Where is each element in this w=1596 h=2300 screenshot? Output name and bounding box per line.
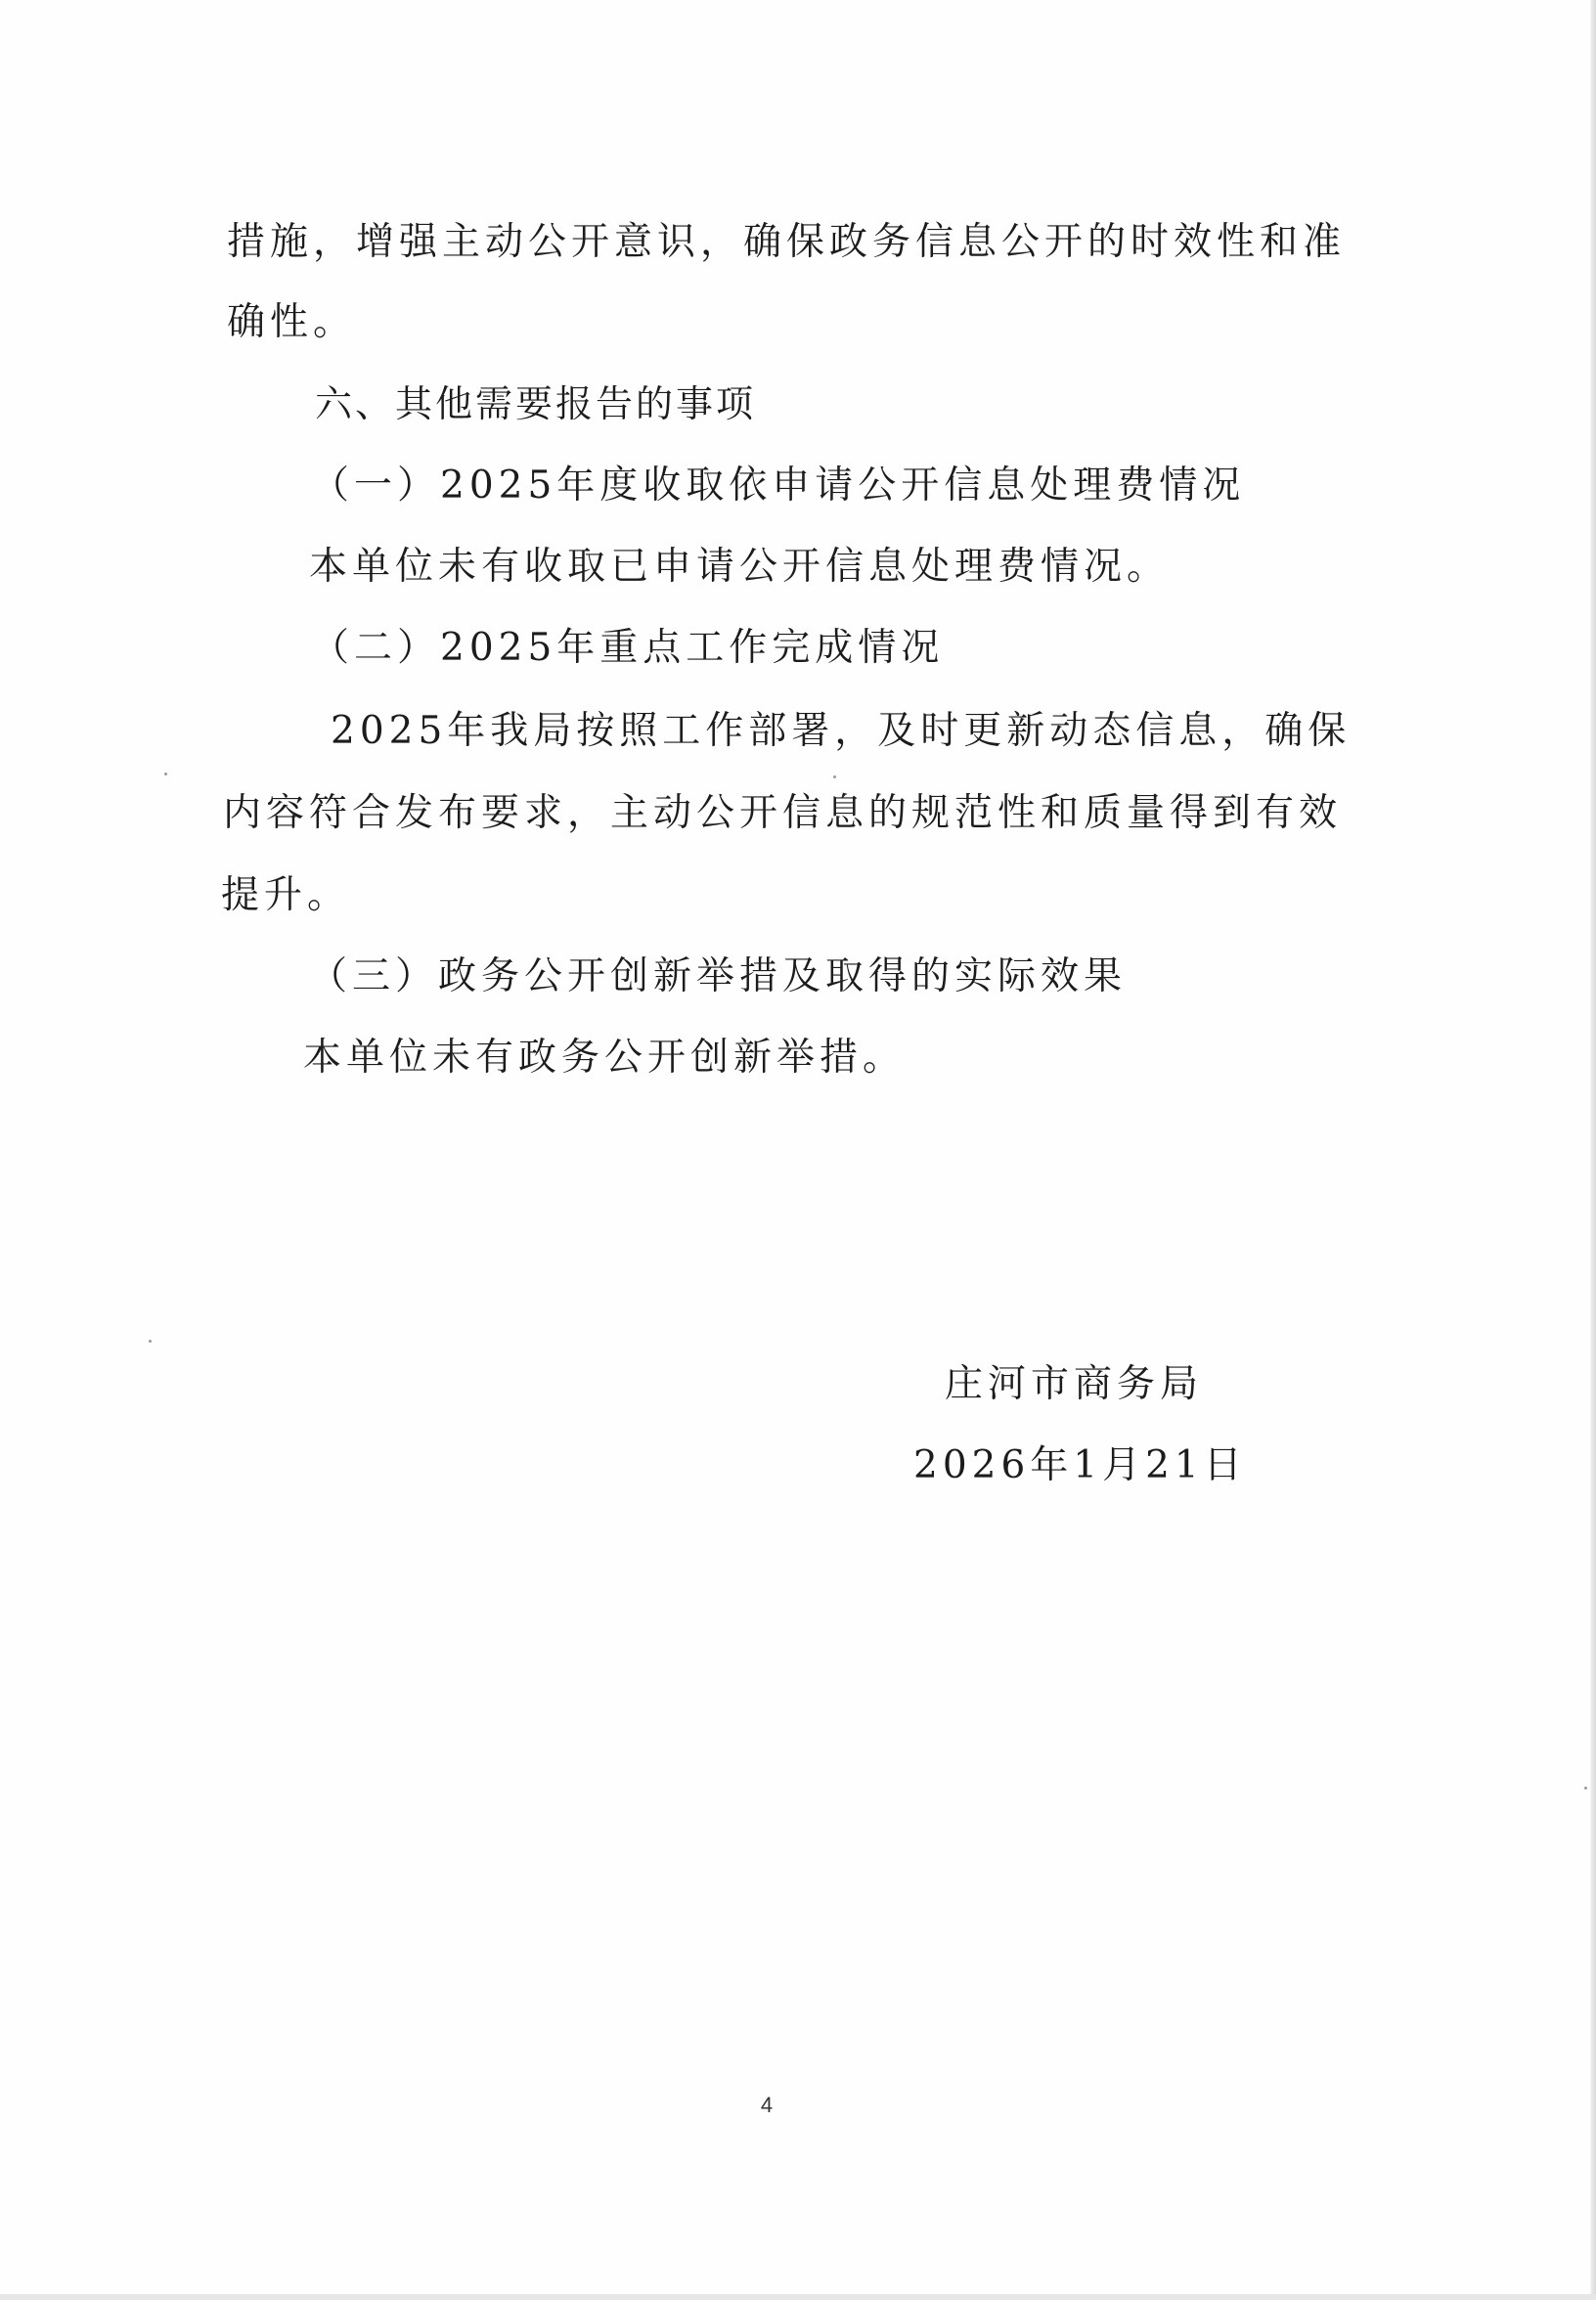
- page-number: 4: [760, 2093, 774, 2117]
- scan-speck: [1584, 1787, 1587, 1790]
- body-text-line-2: 确性。: [227, 300, 357, 344]
- signature-organization: 庄河市商务局: [945, 1362, 1204, 1406]
- section-heading: 六、其他需要报告的事项: [315, 382, 757, 425]
- signature-date: 2026年1月21日: [913, 1443, 1247, 1487]
- body-text-line-6: 提升。: [221, 873, 351, 917]
- body-text-line-1: 措施，增强主动公开意识，确保政务信息公开的时效性和准: [227, 220, 1347, 264]
- scan-edge-bottom: [0, 2294, 1596, 2300]
- body-text-line-4: 2025年我局按照工作部署，及时更新动态信息，确保: [331, 709, 1352, 753]
- subsection-heading-3: （三）政务公开创新举措及取得的实际效果: [309, 954, 1128, 998]
- scan-speck: [833, 775, 836, 778]
- body-text-line-5: 内容符合发布要求，主动公开信息的规范性和质量得到有效: [223, 791, 1343, 835]
- scan-speck: [164, 773, 167, 775]
- body-text-line-3: 本单位未有收取已申请公开信息处理费情况。: [309, 545, 1171, 589]
- subsection-heading-2: （二）2025年重点工作完成情况: [311, 626, 945, 670]
- scan-speck: [149, 1340, 152, 1343]
- scan-edge-right: [1590, 0, 1596, 2300]
- body-text-line-7: 本单位未有政务公开创新举措。: [303, 1036, 907, 1080]
- subsection-heading-1: （一）2025年度收取依申请公开信息处理费情况: [311, 464, 1246, 508]
